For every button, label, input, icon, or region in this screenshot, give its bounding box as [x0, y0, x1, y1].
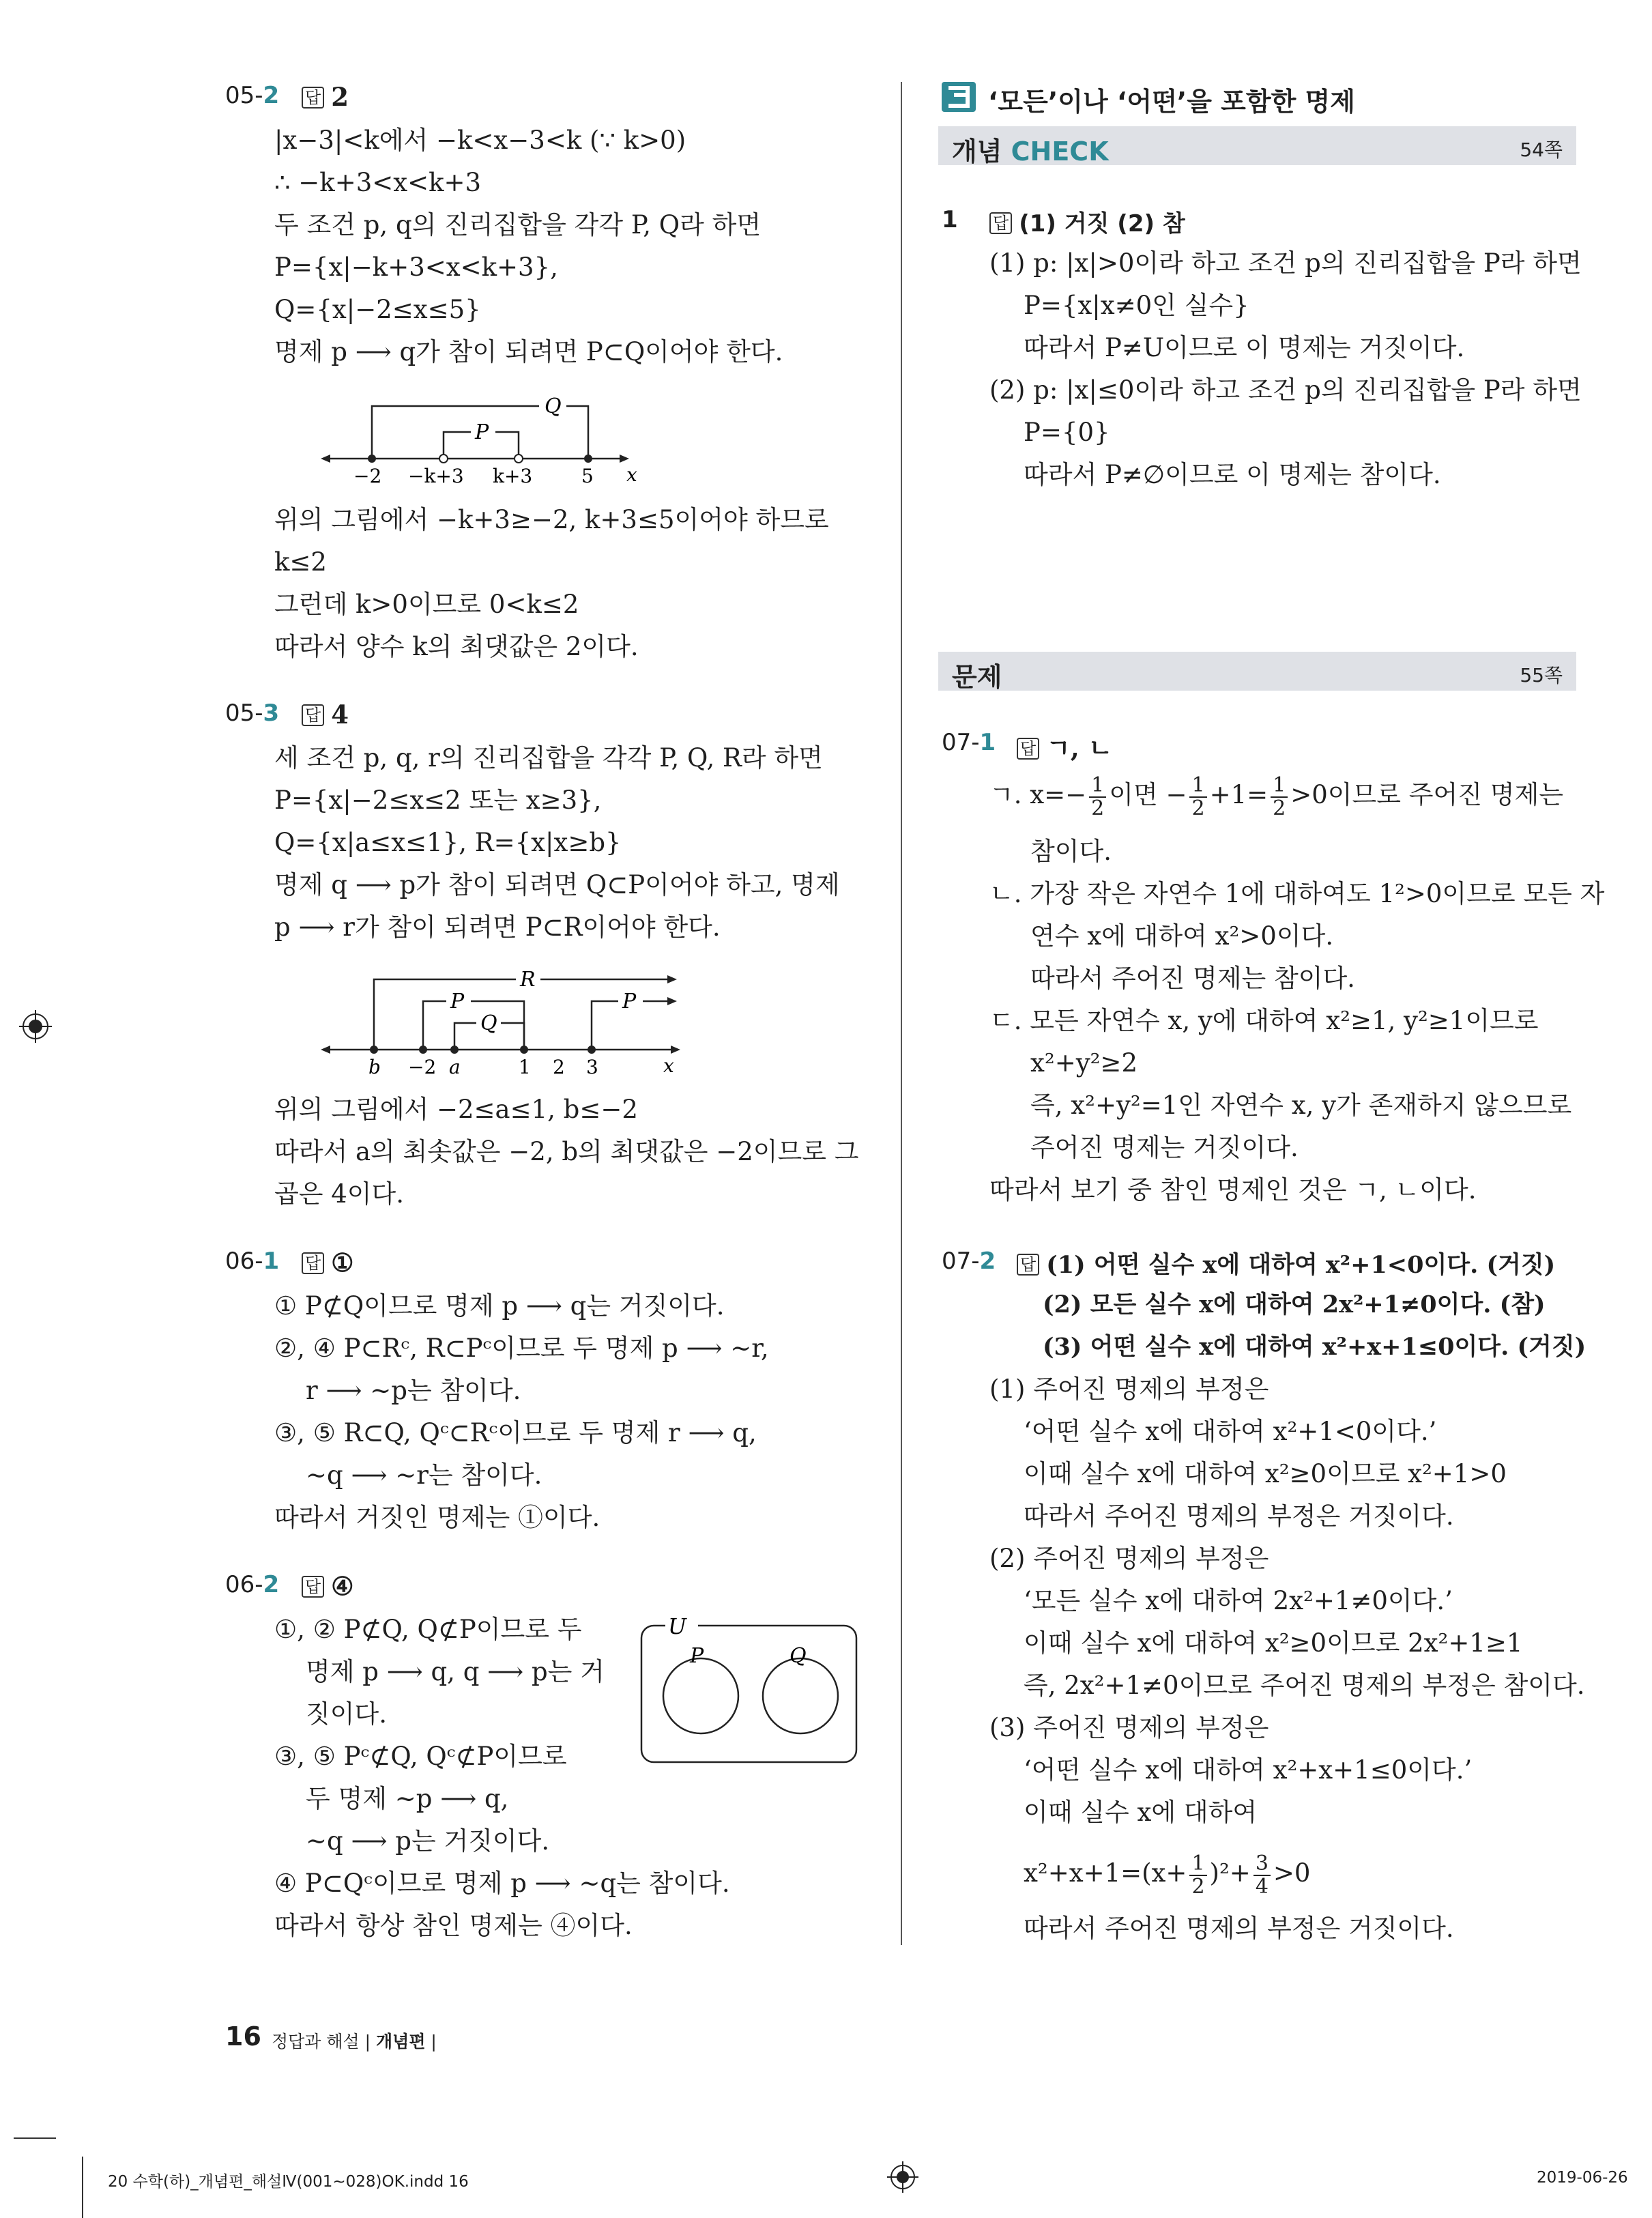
text-line: 그런데 k>0이므로 0<k≤2: [274, 590, 579, 619]
text-line: 따라서 양수 k의 최댓값은 2이다.: [274, 632, 639, 661]
section-title: ‘모든’이나 ‘어떤’을 포함한 명제: [988, 87, 1355, 117]
text-line: P={x|−2≤x≤2 또는 x≥3},: [274, 786, 602, 815]
text-line: ②, ④ P⊂Rᶜ, R⊂Pᶜ이므로 두 명제 p ⟶ ~r,: [274, 1334, 769, 1363]
text-line: P={x|−k+3<x<k+3},: [274, 253, 558, 282]
answer-tag-icon: 답: [302, 87, 324, 109]
problem-id-06-2: 06-2: [225, 1571, 280, 1598]
fraction: $\frac{3}{4}$: [1254, 1853, 1271, 1898]
answer-line: (2) 모든 실수 x에 대하여 2x²+1≠0이다. (참): [1043, 1291, 1546, 1319]
tick-label: −2: [408, 1056, 437, 1078]
crop-mark: [14, 2137, 56, 2139]
text-line: Q={x|a≤x≤1}, R={x|x≥b}: [274, 828, 622, 857]
text-line: ㄴ. 가장 작은 자연수 1에 대하여도 1²>0이므로 모든 자: [989, 879, 1605, 908]
text-line: ∴ −k+3<x<k+3: [274, 168, 482, 197]
text-line: r ⟶ ~p는 참이다.: [306, 1376, 521, 1405]
text-line: k≤2: [274, 547, 327, 577]
label-Q: Q: [789, 1644, 807, 1668]
label-Q: Q: [545, 394, 562, 418]
page-number: 16: [225, 2021, 261, 2051]
text-line: 따라서 보기 중 참인 명제인 것은 ㄱ, ㄴ이다.: [989, 1175, 1477, 1205]
text-line: 따라서 주어진 명제는 참이다.: [1030, 964, 1355, 993]
page-ref: 55쪽: [1520, 664, 1563, 687]
answer-1: 답 (1) 거짓 (2) 참: [989, 205, 1185, 238]
text-line: 즉, x²+y²=1인 자연수 x, y가 존재하지 않으므로: [1030, 1091, 1572, 1120]
fraction-one-half: $\frac{1}{2}$: [1271, 775, 1288, 820]
tick-label: −2: [353, 465, 382, 487]
tick-label: −k+3: [408, 465, 464, 487]
tick-label: 3: [586, 1056, 598, 1078]
problem-id-05-3: 05-3: [225, 700, 280, 727]
text-line: 이때 실수 x에 대하여: [1024, 1798, 1258, 1827]
text-line: 따라서 주어진 명제의 부정은 거짓이다.: [1024, 1501, 1454, 1531]
fraction-one-half: $\frac{1}{2}$: [1089, 775, 1106, 820]
axis-label: x: [626, 463, 637, 486]
text-line: 즉, 2x²+1≠0이므로 주어진 명제의 부정은 참이다.: [1024, 1671, 1585, 1700]
text-line: 위의 그림에서 −2≤a≤1, b≤−2: [274, 1095, 638, 1124]
tick-label: a: [449, 1056, 461, 1078]
text-line: ①, ② P⊄Q, Q⊄P이므로 두: [274, 1615, 582, 1644]
text-line: ‘어떤 실수 x에 대하여 x²+1<0이다.’: [1024, 1417, 1437, 1446]
fraction-line: ㄱ. x=− $\frac{1}{2}$ 이면 − $\frac{1}{2}$ +1= $\frac{1}{2}$ >0이므로 주어진 명제는: [989, 773, 1563, 820]
answer-tag-icon: 답: [302, 1576, 324, 1598]
text-line: 따라서 P≠∅이므로 이 명제는 참이다.: [1024, 460, 1441, 489]
file-info: 20 수학(하)_개념편_해설Ⅳ(001~028)OK.indd 16: [108, 2173, 469, 2191]
venn-diagram-06-2: [638, 1611, 863, 1768]
answer-05-3: 답 4: [302, 700, 349, 730]
crop-mark: [82, 2157, 83, 2218]
fraction-one-half: $\frac{1}{2}$: [1189, 775, 1206, 820]
text-line: p ⟶ r가 참이 되려면 P⊂R이어야 한다.: [274, 912, 721, 942]
text-line: 이때 실수 x에 대하여 x²≥0이므로 x²+1>0: [1024, 1459, 1507, 1488]
text-line: 세 조건 p, q, r의 진리집합을 각각 P, Q, R라 하면: [274, 743, 823, 773]
column-divider: [901, 82, 902, 1945]
answer-tag-icon: 답: [302, 704, 324, 726]
answer-05-2: 답 2: [302, 82, 349, 112]
answer-tag-icon: 답: [989, 212, 1012, 234]
answer-tag-icon: 답: [1017, 738, 1039, 760]
section-number-icon: [942, 82, 976, 112]
tick-label: 1: [519, 1056, 531, 1078]
problem-id-1: 1: [942, 206, 958, 233]
answer-07-2: 답 (1) 어떤 실수 x에 대하여 x²+1<0이다. (거짓): [1017, 1246, 1555, 1280]
text-line: 따라서 a의 최솟값은 −2, b의 최댓값은 −2이므로 그: [274, 1137, 859, 1166]
text-line: (1) 주어진 명제의 부정은: [989, 1374, 1269, 1404]
text-line: 명제 q ⟶ p가 참이 되려면 Q⊂P이어야 하고, 명제: [274, 870, 840, 899]
problem-id-07-1: 07-1: [942, 729, 996, 756]
answer-tag-icon: 답: [1017, 1254, 1039, 1276]
text-line: (3) 주어진 명제의 부정은: [989, 1713, 1269, 1742]
answer-06-2: 답 ④: [302, 1571, 353, 1601]
text-line: 이때 실수 x에 대하여 x²≥0이므로 2x²+1≥1: [1024, 1628, 1523, 1658]
tick-label: k+3: [493, 465, 533, 487]
text-line: Q={x|−2≤x≤5}: [274, 295, 481, 324]
text-line: 참이다.: [1030, 837, 1112, 866]
text-line: ③, ⑤ Pᶜ⊄Q, Qᶜ⊄P이므로: [274, 1742, 567, 1771]
problem-id-06-1: 06-1: [225, 1248, 280, 1275]
text-line: P={0}: [1024, 418, 1110, 447]
registration-mark-icon: [887, 2161, 918, 2193]
problem-id-05-2: 05-2: [225, 82, 280, 109]
text-line: (2) 주어진 명제의 부정은: [989, 1544, 1269, 1573]
answer-line: (3) 어떤 실수 x에 대하여 x²+x+1≤0이다. (거짓): [1043, 1333, 1586, 1361]
text-line: (2) p: |x|≤0이라 하고 조건 p의 진리집합을 P라 하면: [989, 375, 1582, 405]
text-line: P={x|x≠0인 실수}: [1024, 291, 1249, 320]
text-line: x²+y²≥2: [1030, 1048, 1137, 1078]
label-P: P: [690, 1644, 704, 1668]
text-line: ④ P⊂Qᶜ이므로 명제 p ⟶ ~q는 참이다.: [274, 1869, 730, 1898]
print-date: 2019-06-26: [1537, 2169, 1628, 2187]
text-line: ① P⊄Q이므로 명제 p ⟶ q는 거짓이다.: [274, 1291, 725, 1321]
text-line: 따라서 항상 참인 명제는 ④이다.: [274, 1911, 633, 1940]
registration-mark-icon: [19, 1010, 52, 1043]
answer-06-1: 답 ①: [302, 1248, 353, 1278]
label-Q: Q: [480, 1011, 497, 1035]
label-U: U: [668, 1613, 686, 1639]
text-line: ‘모든 실수 x에 대하여 2x²+1≠0이다.’: [1024, 1586, 1453, 1615]
tick-label: b: [368, 1056, 381, 1078]
concept-check-label: 개념 CHECK: [952, 136, 1109, 167]
fraction: $\frac{1}{2}$: [1189, 1853, 1206, 1898]
label-P: P: [622, 990, 637, 1013]
text-line: 두 조건 p, q의 진리집합을 각각 P, Q라 하면: [274, 210, 762, 240]
concept-check-bar: [938, 126, 1576, 165]
text-line: 따라서 주어진 명제의 부정은 거짓이다.: [1024, 1914, 1454, 1943]
label-P: P: [450, 990, 465, 1013]
text-line: ~q ⟶ ~r는 참이다.: [306, 1460, 542, 1490]
axis-label: x: [663, 1054, 674, 1077]
text-line: 따라서 P≠U이므로 이 명제는 거짓이다.: [1024, 333, 1465, 362]
tick-label: 2: [553, 1056, 565, 1078]
text-line: |x−3|<k에서 −k<x−3<k (∵ k>0): [274, 126, 686, 155]
label-P: P: [475, 420, 489, 444]
text-line: 짓이다.: [306, 1699, 387, 1729]
answer-07-1: 답 ㄱ, ㄴ: [1017, 728, 1112, 764]
text-line: 주어진 명제는 거짓이다.: [1030, 1133, 1299, 1162]
label-R: R: [520, 968, 536, 992]
text-line: 연수 x에 대하여 x²>0이다.: [1030, 921, 1334, 951]
text-line: (1) p: |x|>0이라 하고 조건 p의 진리집합을 P라 하면: [989, 248, 1582, 278]
problem-label: 문제: [952, 662, 1002, 692]
tick-label: 5: [581, 465, 594, 487]
text-line: 명제 p ⟶ q가 참이 되려면 P⊂Q이어야 한다.: [274, 337, 783, 366]
text-line: 곱은 4이다.: [274, 1179, 405, 1209]
page-ref: 54쪽: [1520, 139, 1563, 161]
text-line: ~q ⟶ p는 거짓이다.: [306, 1826, 550, 1856]
text-line: 두 명제 ~p ⟶ q,: [306, 1784, 509, 1813]
text-line: 명제 p ⟶ q, q ⟶ p는 거: [306, 1657, 605, 1686]
text-line: ㄷ. 모든 자연수 x, y에 대하여 x²≥1, y²≥1이므로: [989, 1006, 1539, 1035]
number-line-figure-05-3: [321, 959, 689, 1082]
text-line: 위의 그림에서 −k+3≥−2, k+3≤5이어야 하므로: [274, 505, 829, 534]
problem-id-07-2: 07-2: [942, 1248, 996, 1275]
equation-line: x²+x+1=(x+ $\frac{1}{2}$ )²+ $\frac{3}{4}$ >0: [1024, 1851, 1311, 1899]
text-line: 따라서 거짓인 명제는 ①이다.: [274, 1503, 600, 1532]
text-line: ‘어떤 실수 x에 대하여 x²+x+1≤0이다.’: [1024, 1755, 1473, 1785]
problem-bar: [938, 652, 1576, 691]
text-line: ③, ⑤ R⊂Q, Qᶜ⊂Rᶜ이므로 두 명제 r ⟶ q,: [274, 1418, 757, 1448]
answer-tag-icon: 답: [302, 1252, 324, 1274]
number-line-figure-05-2: [321, 386, 648, 488]
footer-label: 정답과 해설 | 개념편 |: [272, 2032, 437, 2051]
